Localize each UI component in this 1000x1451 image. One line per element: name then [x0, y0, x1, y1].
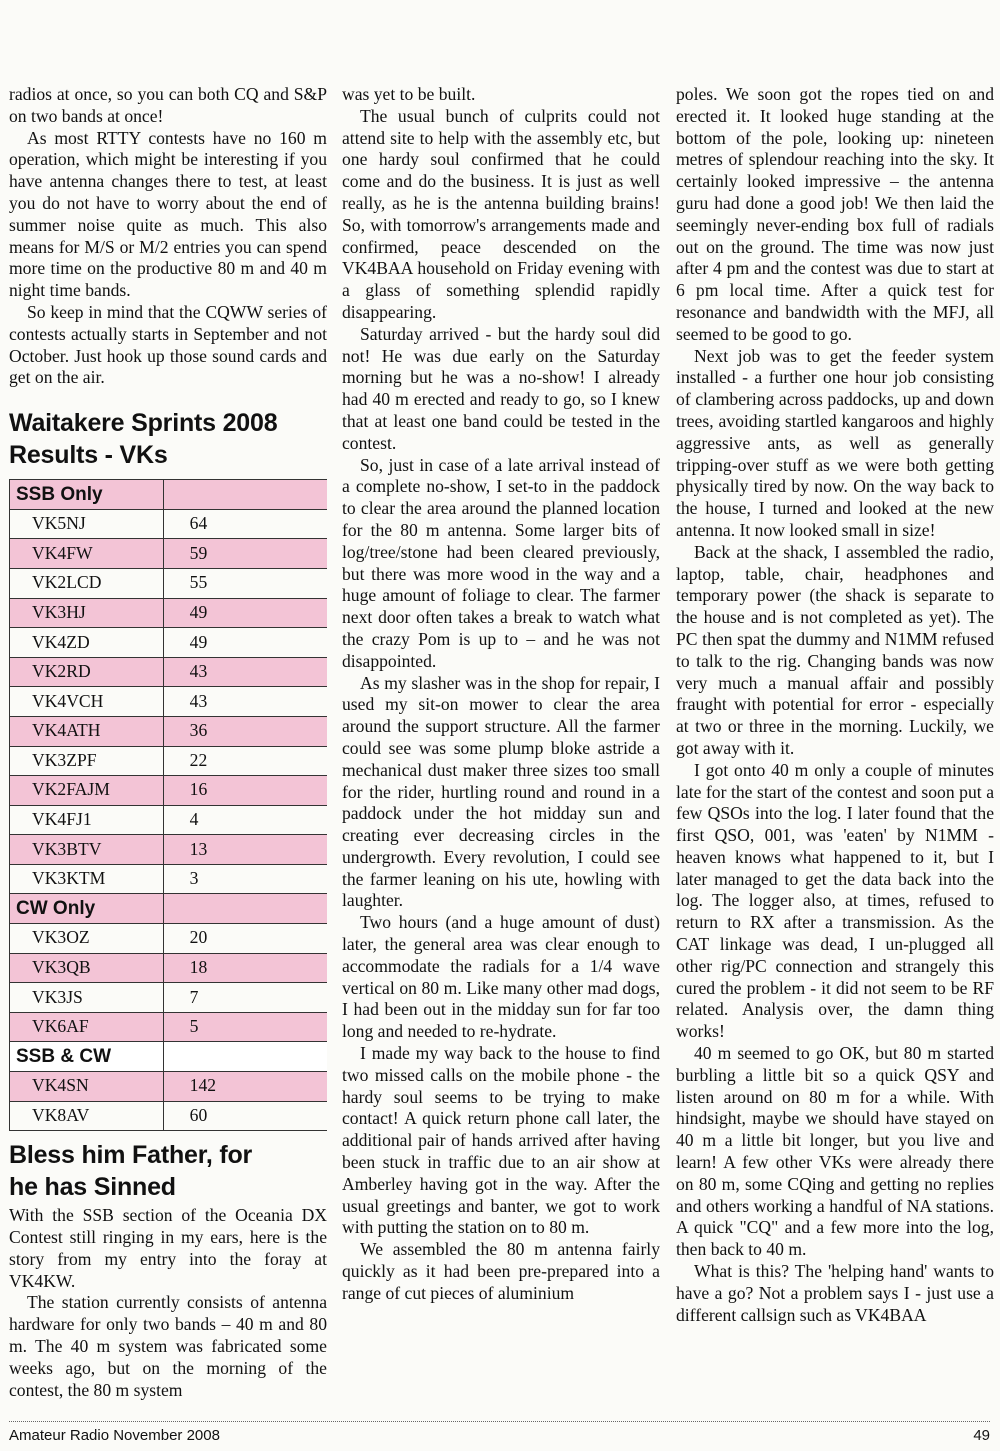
heading-line: Bless him Father, for [9, 1141, 253, 1170]
score: 3 [163, 864, 327, 894]
table-row [10, 628, 328, 658]
table-row [10, 805, 328, 835]
callsign: VK2RD [10, 657, 164, 687]
section-label: CW Only [10, 894, 164, 924]
callsign: VK4VCH [10, 687, 164, 717]
table-row [10, 746, 328, 776]
heading-line: Results - VKs [9, 441, 168, 470]
paragraph: As most RTTY contests have no 160 m operation, which might be interesting if you have antenna changes there to test, at least you do not have to worry about the end of summer noise quite as much. This also means for M/S or M/2 entries you can spend more time on the productive 80 m and 40 m night time bands. [9, 127, 327, 301]
table-section-header [10, 480, 328, 510]
table-section-header [10, 894, 328, 924]
paragraph: was yet to be built. [342, 84, 476, 104]
paragraph: The station currently consists of antenna hardware for only two bands – 40 m and 80 m. The 40 m system was fabricated some weeks ago, but on the morning of the contest, the 80 m system [9, 1292, 327, 1400]
paragraph: I got onto 40 m only a couple of minutes late for the start of the contest and soon put a few QSOs into the log. I later found that the first QSO, 001, was 'eaten' by N1MM - heaven knows what happened to it, but I later managed to get the data back into the log. The logger also, at times, refused to return to RX after a transmission. As the CAT linkage was dead, I un-plugged all other rig/PC connection and strangely this cured the problem - it did not seem to be RF related. Analysis over, the damn thing works! [676, 759, 994, 1042]
paragraph: With the SSB section of the Oceania DX Contest still ringing in my ears, here is the story from my entry into the foray at VK4KW. [9, 1205, 327, 1291]
column-1 [9, 84, 327, 1414]
column-2 [342, 84, 660, 1414]
score: 22 [163, 746, 327, 776]
table-section-header [10, 1042, 328, 1072]
score: 13 [163, 835, 327, 865]
table-row [10, 953, 328, 983]
callsign: VK2LCD [10, 568, 164, 598]
results-table [9, 479, 327, 1131]
callsign: VK8AV [10, 1101, 164, 1131]
paragraph: 40 m seemed to go OK, but 80 m started burbling a little bit so a quick QSY and listen around on 80 m for a while. With hindsight, maybe we should have stayed on 40 m a little bit longer, but you live and learn! A few other VKs were already there on 80 m, some CQing and getting no replies and others working a handful of NA stations. A quick "CQ" and a few more into the log, then back to 40 m. [676, 1043, 994, 1260]
score: 7 [163, 983, 327, 1013]
score: 20 [163, 924, 327, 954]
table-row [10, 687, 328, 717]
paragraph: What is this? The 'helping hand' wants to have a go? Not a problem says I - just use a different callsign such as VK4BAA [676, 1261, 994, 1325]
heading-line: Waitakere Sprints 2008 [9, 409, 278, 438]
score: 5 [163, 1012, 327, 1042]
callsign: VK3JS [10, 983, 164, 1013]
callsign: VK6AF [10, 1012, 164, 1042]
callsign: VK3HJ [10, 598, 164, 628]
table-row [10, 657, 328, 687]
paragraph: So, just in case of a late arrival instead of a complete no-show, I set-to in the paddock to clear the area around the planned location for the 80 m antenna. Some larger bits of log/tree/stone had been cleared previously, but there was more wood in the way and a huge amount of foliage to clear. The farmer next door often takes a break to watch what the crazy Pom is up to – and he was not disappointed. [342, 454, 660, 671]
score: 59 [163, 539, 327, 569]
paragraph: Back at the shack, I assembled the radio, laptop, table, chair, headphones and temporary power (the shack is separate to the house and is not completed as yet). The PC then spat the dummy and N1MM refused to talk to the rig. Changing bands was now very much a manual affair and possibly fraught with potential for error - especially at two or three in the morning. Luckily, we got away with it. [676, 541, 994, 758]
page-footer [9, 1421, 990, 1446]
table-row [10, 509, 328, 539]
callsign: VK4SN [10, 1072, 164, 1102]
table-row [10, 598, 328, 628]
page-number: 49 [973, 1427, 990, 1444]
callsign: VK5NJ [10, 509, 164, 539]
callsign: VK3BTV [10, 835, 164, 865]
callsign: VK2FAJM [10, 776, 164, 806]
table-row [10, 1072, 328, 1102]
score: 55 [163, 568, 327, 598]
callsign: VK3OZ [10, 924, 164, 954]
table-row [10, 864, 328, 894]
table-row [10, 568, 328, 598]
score: 43 [163, 657, 327, 687]
column-3 [676, 84, 994, 1414]
section-label: SSB & CW [10, 1042, 164, 1072]
callsign: VK3ZPF [10, 746, 164, 776]
paragraph: So keep in mind that the CQWW series of contests actually starts in September and not October. Just hook up those sound cards and get on the air. [9, 301, 327, 388]
table-row [10, 1012, 328, 1042]
table-row [10, 983, 328, 1013]
score: 49 [163, 628, 327, 658]
paragraph: As my slasher was in the shop for repair, I used my sit-on mower to clear the area around the support structure. All the farmer could see was some plump bloke astride a mechanical dust maker three sizes too small for the rider, hurtling round and round in a paddock under the hot midday sun and creating ever decreasing circles in the undergrowth. Every revolution, I could see the farmer leaning on his ute, howling with laughter. [342, 672, 660, 911]
paragraph: radios at once, so you can both CQ and S&P on two bands at once! [9, 84, 327, 126]
callsign: VK3KTM [10, 864, 164, 894]
score: 64 [163, 509, 327, 539]
section-label: SSB Only [10, 480, 164, 510]
table-row [10, 539, 328, 569]
score: 18 [163, 953, 327, 983]
score: 4 [163, 805, 327, 835]
section-heading-bless-him [9, 1139, 327, 1203]
score: 60 [163, 1101, 327, 1131]
score: 43 [163, 687, 327, 717]
callsign: VK4FW [10, 539, 164, 569]
score: 142 [163, 1072, 327, 1102]
paragraph: poles. We soon got the ropes tied on and erected it. It looked huge standing at the bottom of the pole, looking up: nineteen metres of splendour reaching into the sky. It certainly looked impressive – the antenna guru had done a good job! We then laid the seemingly never-ending box full of radials out on the ground. The time was now just after 4 pm and the contest was due to start at 6 pm local time. After a quick test for resonance and bandwidth with the MFJ, all seemed to be good to go. [676, 84, 994, 344]
table-row [10, 776, 328, 806]
paragraph: The usual bunch of culprits could not attend site to help with the assembly etc, but one hardy soul confirmed that he could come and do the business. It is just as well really, as he is the antenna building brains! So, with tomorrow's arrangements made and confirmed, peace descended on the VK4BAA household on Friday evening with a glass of something splendid rapidly disappearing. [342, 105, 660, 322]
table-row [10, 835, 328, 865]
table-row [10, 716, 328, 746]
publication-info: Amateur Radio November 2008 [9, 1427, 220, 1444]
heading-line: he has Sinned [9, 1173, 176, 1202]
score: 49 [163, 598, 327, 628]
table-row [10, 924, 328, 954]
paragraph: We assembled the 80 m antenna fairly quickly as it had been pre-prepared into a range of cut pieces of aluminium [342, 1239, 660, 1303]
paragraph: Two hours (and a huge amount of dust) later, the general area was clear enough to accommodate the radials for a 1/4 wave vertical on 80 m. Like many other mad dogs, I had been out in the midday sun for far too long and needed to re-hydrate. [342, 912, 660, 1042]
section-heading-waitakere [9, 407, 327, 471]
paragraph: Saturday arrived - but the hardy soul did not! He was due early on the Saturday morning but he was a no-show! I already had 40 m erected and ready to go, so I knew that at least one band could be tested in the contest. [342, 323, 660, 453]
score: 36 [163, 716, 327, 746]
table-row [10, 1101, 328, 1131]
score: 16 [163, 776, 327, 806]
paragraph: I made my way back to the house to find two missed calls on the mobile phone - the hardy soul seems to be trying to make contact! A quick return phone call later, the additional pair of hands arrived after having been stuck in traffic due to an air show at Amberley having got in the way. After the usual greetings and banter, we got to work with putting the station on to 80 m. [342, 1043, 660, 1238]
callsign: VK4ATH [10, 716, 164, 746]
callsign: VK4ZD [10, 628, 164, 658]
callsign: VK3QB [10, 953, 164, 983]
callsign: VK4FJ1 [10, 805, 164, 835]
paragraph: Next job was to get the feeder system installed - a further one hour job consisting of clambering across paddocks, up and down trees, avoiding startled kangaroos and highly aggressive ants, as well as generally tripping-over stuff as we were both getting physically tired by now. On the way back to the house, I turned and looked at the new antenna. It now looked small in size! [676, 345, 994, 540]
